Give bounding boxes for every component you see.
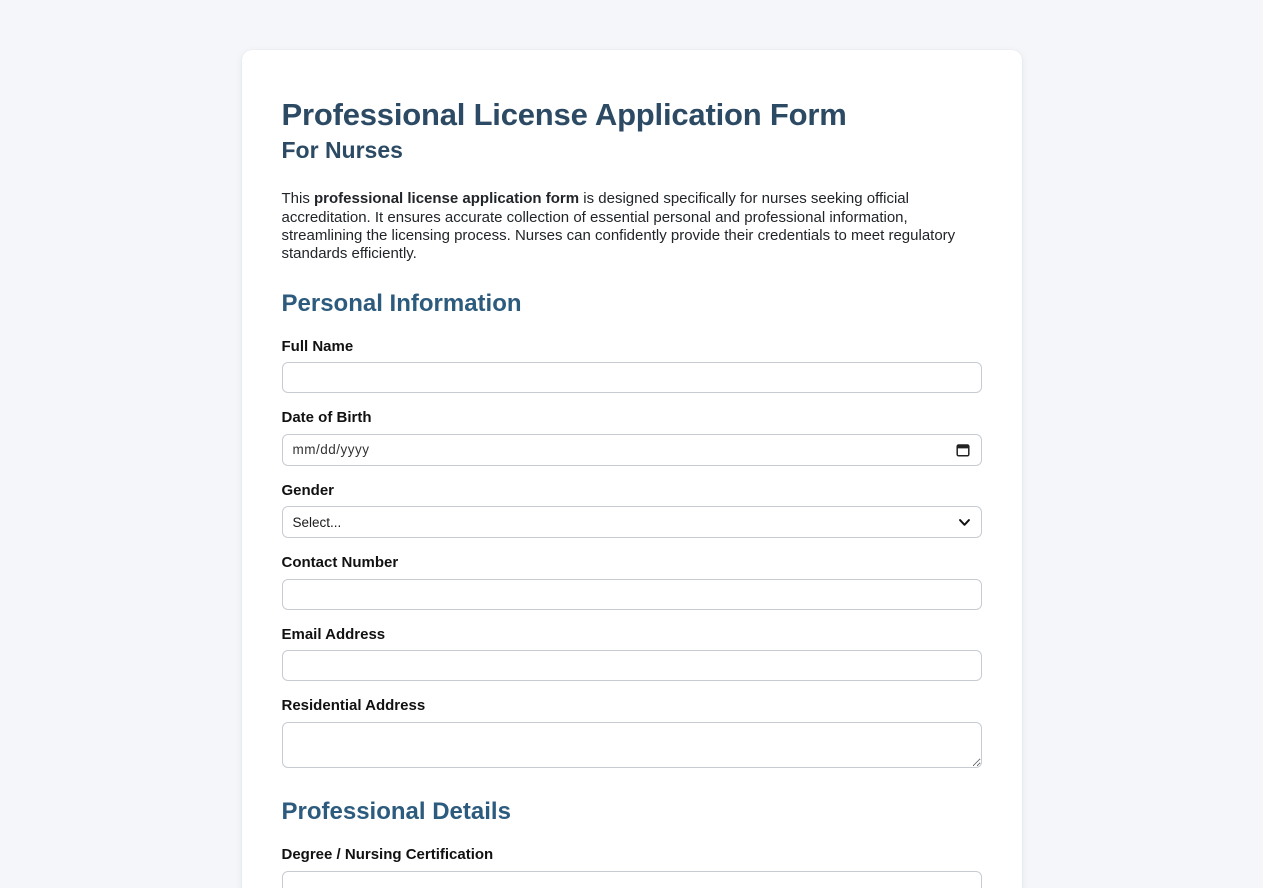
field-contact-number <box>282 555 982 610</box>
gender-selected-value: Select... <box>292 514 342 530</box>
intro-paragraph <box>282 190 982 263</box>
date-of-birth-label: Date of Birth <box>281 409 372 427</box>
date-of-birth-placeholder: mm/dd/yyyy <box>292 442 370 458</box>
contact-number-label: Contact Number <box>281 554 399 572</box>
contact-number-input[interactable] <box>282 579 982 610</box>
page-title: Professional License Application Form <box>281 97 847 132</box>
gender-label: Gender <box>281 481 335 499</box>
full-name-label: Full Name <box>281 337 354 355</box>
residential-address-textarea[interactable] <box>282 722 982 768</box>
email-address-input[interactable] <box>282 650 982 681</box>
email-address-label: Email Address <box>281 625 386 643</box>
field-degree-certification <box>282 847 982 888</box>
field-date-of-birth <box>282 410 982 466</box>
page-subtitle: For Nurses <box>281 137 403 164</box>
residential-address-label: Residential Address <box>281 697 426 715</box>
degree-certification-label: Degree / Nursing Certification <box>281 846 494 864</box>
license-application-form-card <box>242 50 1022 888</box>
section-heading-personal-information: Personal Information <box>281 289 522 317</box>
field-email-address <box>282 627 982 682</box>
full-name-input[interactable] <box>282 362 982 393</box>
calendar-icon[interactable] <box>955 442 971 458</box>
field-full-name <box>282 339 982 394</box>
intro-text-bold: professional license application form <box>314 190 580 208</box>
field-gender <box>282 483 982 539</box>
intro-text-post: is designed specifically for nurses seeking official accreditation. It ensures accurate collection of essential personal and professional information, streamlining the licensing process. Nurses can confidently provide their credentials to meet regulatory standards efficiently. <box>281 190 956 263</box>
field-residential-address <box>282 698 982 768</box>
intro-text-pre: This <box>281 190 315 208</box>
chevron-down-icon <box>958 516 971 529</box>
date-of-birth-input[interactable] <box>282 434 982 466</box>
section-heading-professional-details: Professional Details <box>281 797 511 825</box>
degree-certification-input[interactable] <box>282 871 982 888</box>
gender-select[interactable] <box>282 506 982 538</box>
